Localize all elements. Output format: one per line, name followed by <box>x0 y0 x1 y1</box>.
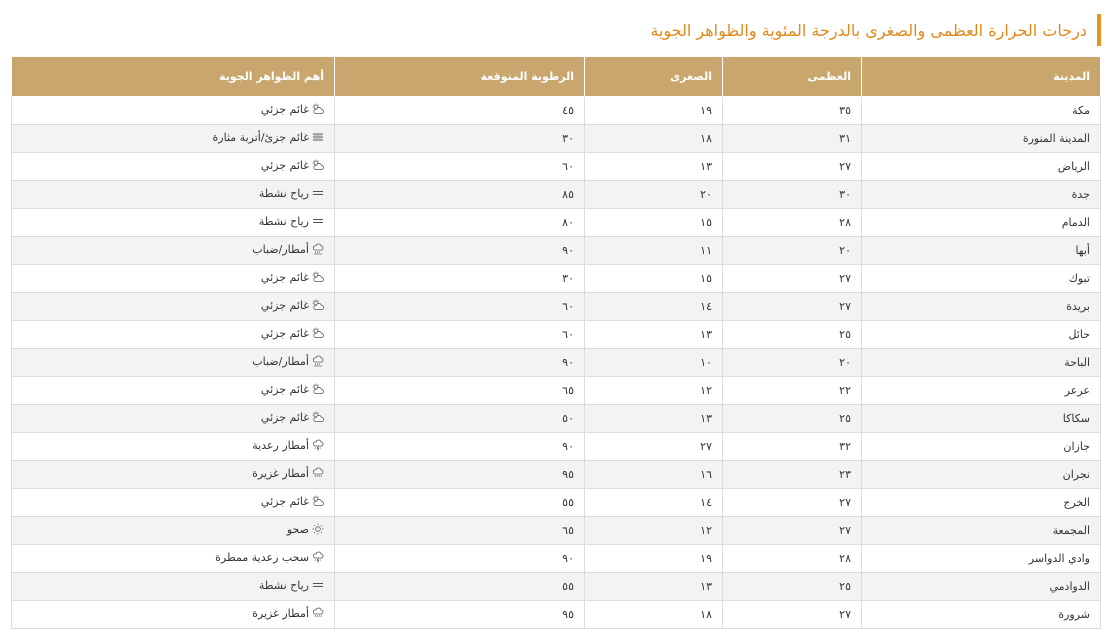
condition-text: أمطار/ضباب <box>252 354 309 368</box>
table-row <box>12 293 1101 321</box>
condition-text: أمطار غزيرة <box>252 606 309 620</box>
condition-wrap <box>261 159 324 172</box>
thunderstorm-icon <box>312 439 324 451</box>
cell-humidity: ٦٥ <box>335 517 585 545</box>
title-accent-bar <box>1097 14 1101 46</box>
cell-max-temp: ٢٨ <box>723 545 862 573</box>
cell-condition <box>12 349 335 377</box>
condition-text: أمطار رعدية <box>252 438 309 452</box>
condition-wrap <box>261 495 324 508</box>
cell-city: الخرج <box>862 489 1101 517</box>
table-header <box>12 57 1101 97</box>
heavy-rain-icon <box>312 607 324 619</box>
partly-cloudy-icon <box>312 411 324 423</box>
cell-min-temp: ١٣ <box>585 405 723 433</box>
cell-max-temp: ٢٠ <box>723 349 862 377</box>
cell-humidity: ٥٥ <box>335 489 585 517</box>
cell-condition <box>12 377 335 405</box>
cell-condition <box>12 517 335 545</box>
partly-cloudy-icon <box>312 271 324 283</box>
cell-max-temp: ٢٧ <box>723 489 862 517</box>
sun-icon <box>312 523 324 535</box>
cell-min-temp: ١٨ <box>585 125 723 153</box>
cell-max-temp: ٣٠ <box>723 181 862 209</box>
cell-condition <box>12 461 335 489</box>
partly-cloudy-icon <box>312 103 324 115</box>
cell-humidity: ٨٥ <box>335 181 585 209</box>
cell-max-temp: ٢٧ <box>723 265 862 293</box>
cell-city: شرورة <box>862 601 1101 629</box>
cell-humidity: ٩٥ <box>335 601 585 629</box>
cell-city: المدينة المنورة <box>862 125 1101 153</box>
cell-min-temp: ١٠ <box>585 349 723 377</box>
partly-cloudy-icon <box>312 383 324 395</box>
table-row <box>12 237 1101 265</box>
cell-condition <box>12 237 335 265</box>
table-row <box>12 349 1101 377</box>
cell-humidity: ٩٠ <box>335 545 585 573</box>
cell-humidity: ٥٥ <box>335 573 585 601</box>
cell-max-temp: ٢٠ <box>723 237 862 265</box>
cell-min-temp: ١٤ <box>585 293 723 321</box>
condition-wrap <box>252 607 324 620</box>
cell-max-temp: ٢٢ <box>723 377 862 405</box>
cell-max-temp: ٢٨ <box>723 209 862 237</box>
cell-min-temp: ١٣ <box>585 153 723 181</box>
cell-min-temp: ٢٧ <box>585 433 723 461</box>
cell-city: الدوادمي <box>862 573 1101 601</box>
cell-city: حائل <box>862 321 1101 349</box>
cell-max-temp: ٢٥ <box>723 405 862 433</box>
cell-condition <box>12 489 335 517</box>
header-condition: أهم الظواهر الجوية <box>12 57 335 97</box>
header-min: الصغرى <box>585 57 723 97</box>
table-row <box>12 517 1101 545</box>
condition-text: سحب رعدية ممطرة <box>215 550 309 564</box>
condition-text: أمطار/ضباب <box>252 242 309 256</box>
cell-city: جدة <box>862 181 1101 209</box>
cell-city: سكاكا <box>862 405 1101 433</box>
wind-icon <box>312 215 324 227</box>
cell-humidity: ٦٠ <box>335 293 585 321</box>
cell-condition <box>12 293 335 321</box>
cell-humidity: ٩٥ <box>335 461 585 489</box>
condition-text: صحو <box>286 522 309 536</box>
cell-min-temp: ١٩ <box>585 97 723 125</box>
cell-humidity: ٦٥ <box>335 377 585 405</box>
cell-condition <box>12 433 335 461</box>
cell-min-temp: ١٢ <box>585 377 723 405</box>
condition-text: غائم جزئي <box>260 270 309 284</box>
rain-fog-icon <box>312 243 324 255</box>
cell-humidity: ٤٥ <box>335 97 585 125</box>
table-row <box>12 209 1101 237</box>
condition-wrap <box>252 355 324 368</box>
weather-table <box>11 56 1101 629</box>
condition-wrap <box>259 215 324 228</box>
table-body <box>12 97 1101 629</box>
cell-max-temp: ٣١ <box>723 125 862 153</box>
cell-city: عرعر <box>862 377 1101 405</box>
cell-min-temp: ٢٠ <box>585 181 723 209</box>
page-title: درجات الحرارة العظمى والصغرى بالدرجة المئوية والظواهر الجوية <box>650 20 1087 40</box>
partly-cloudy-icon <box>312 159 324 171</box>
condition-text: غائم جزئي <box>260 494 309 508</box>
cell-condition <box>12 265 335 293</box>
cell-humidity: ٣٠ <box>335 125 585 153</box>
condition-wrap <box>259 579 324 592</box>
cell-condition <box>12 153 335 181</box>
condition-wrap <box>252 439 324 452</box>
condition-text: رياح نشطة <box>258 186 309 200</box>
condition-wrap <box>259 187 324 200</box>
cell-humidity: ٩٠ <box>335 349 585 377</box>
condition-wrap <box>261 299 324 312</box>
dust-icon <box>312 131 324 143</box>
cell-min-temp: ١٥ <box>585 265 723 293</box>
partly-cloudy-icon <box>312 327 324 339</box>
table-row <box>12 433 1101 461</box>
condition-wrap <box>261 103 324 116</box>
header-max: العظمى <box>723 57 862 97</box>
cell-max-temp: ٢٧ <box>723 153 862 181</box>
partly-cloudy-icon <box>312 495 324 507</box>
cell-city: تبوك <box>862 265 1101 293</box>
condition-text: غائم جزئي <box>260 410 309 424</box>
cell-city: أبها <box>862 237 1101 265</box>
cell-min-temp: ١٣ <box>585 573 723 601</box>
cell-humidity: ٩٠ <box>335 433 585 461</box>
condition-wrap <box>287 523 324 536</box>
partly-cloudy-icon <box>312 299 324 311</box>
condition-wrap <box>252 467 324 480</box>
condition-wrap <box>213 131 324 144</box>
rain-fog-icon <box>312 355 324 367</box>
cell-min-temp: ١٥ <box>585 209 723 237</box>
condition-wrap <box>261 411 324 424</box>
cell-condition <box>12 97 335 125</box>
condition-text: أمطار غزيرة <box>252 466 309 480</box>
condition-wrap <box>252 243 324 256</box>
table-row <box>12 97 1101 125</box>
condition-wrap <box>261 383 324 396</box>
cell-min-temp: ١٩ <box>585 545 723 573</box>
header-row <box>12 57 1101 97</box>
condition-text: غائم جزئي <box>260 102 309 116</box>
condition-text: رياح نشطة <box>258 214 309 228</box>
cell-condition <box>12 209 335 237</box>
cell-condition <box>12 405 335 433</box>
table-row <box>12 377 1101 405</box>
cell-condition <box>12 321 335 349</box>
table-row <box>12 153 1101 181</box>
condition-text: غائم جزئي <box>260 382 309 396</box>
section-title-bar <box>16 14 1101 46</box>
condition-wrap <box>261 327 324 340</box>
cell-min-temp: ١٣ <box>585 321 723 349</box>
cell-city: بريدة <box>862 293 1101 321</box>
cell-humidity: ٥٠ <box>335 405 585 433</box>
cell-city: نجران <box>862 461 1101 489</box>
table-row <box>12 321 1101 349</box>
cell-max-temp: ٢٧ <box>723 293 862 321</box>
heavy-rain-icon <box>312 467 324 479</box>
cell-min-temp: ١٤ <box>585 489 723 517</box>
table-row <box>12 489 1101 517</box>
cell-max-temp: ٣٢ <box>723 433 862 461</box>
cell-humidity: ٩٠ <box>335 237 585 265</box>
condition-wrap <box>261 271 324 284</box>
wind-icon <box>312 187 324 199</box>
cell-min-temp: ١١ <box>585 237 723 265</box>
table-row <box>12 125 1101 153</box>
condition-wrap <box>215 551 324 564</box>
cell-city: وادي الدواسر <box>862 545 1101 573</box>
cell-city: المجمعة <box>862 517 1101 545</box>
cell-max-temp: ٣٥ <box>723 97 862 125</box>
cell-condition <box>12 573 335 601</box>
cell-humidity: ٨٠ <box>335 209 585 237</box>
cell-max-temp: ٢٣ <box>723 461 862 489</box>
table-row <box>12 181 1101 209</box>
condition-text: غائم جزئي <box>260 326 309 340</box>
table-row <box>12 405 1101 433</box>
condition-text: غائم جزئ/أتربة مثارة <box>212 130 309 144</box>
cell-condition <box>12 125 335 153</box>
cell-min-temp: ١٨ <box>585 601 723 629</box>
cell-city: الباحة <box>862 349 1101 377</box>
cell-max-temp: ٢٧ <box>723 601 862 629</box>
condition-text: غائم جزئي <box>260 158 309 172</box>
cell-city: الدمام <box>862 209 1101 237</box>
cell-max-temp: ٢٥ <box>723 573 862 601</box>
cell-min-temp: ١٦ <box>585 461 723 489</box>
table-row <box>12 545 1101 573</box>
cell-city: جازان <box>862 433 1101 461</box>
cell-humidity: ٦٠ <box>335 153 585 181</box>
header-city: المدينة <box>862 57 1101 97</box>
table-row <box>12 265 1101 293</box>
thunderstorm-icon <box>312 551 324 563</box>
table-row <box>12 601 1101 629</box>
cell-min-temp: ١٢ <box>585 517 723 545</box>
table-row <box>12 461 1101 489</box>
cell-condition <box>12 545 335 573</box>
cell-max-temp: ٢٧ <box>723 517 862 545</box>
table-row <box>12 573 1101 601</box>
condition-text: غائم جزئي <box>260 298 309 312</box>
wind-icon <box>312 579 324 591</box>
cell-condition <box>12 181 335 209</box>
condition-text: رياح نشطة <box>258 578 309 592</box>
header-humidity: الرطوبة المتوقعة <box>335 57 585 97</box>
cell-humidity: ٣٠ <box>335 265 585 293</box>
cell-city: مكة <box>862 97 1101 125</box>
cell-city: الرياض <box>862 153 1101 181</box>
cell-max-temp: ٢٥ <box>723 321 862 349</box>
cell-condition <box>12 601 335 629</box>
cell-humidity: ٦٠ <box>335 321 585 349</box>
